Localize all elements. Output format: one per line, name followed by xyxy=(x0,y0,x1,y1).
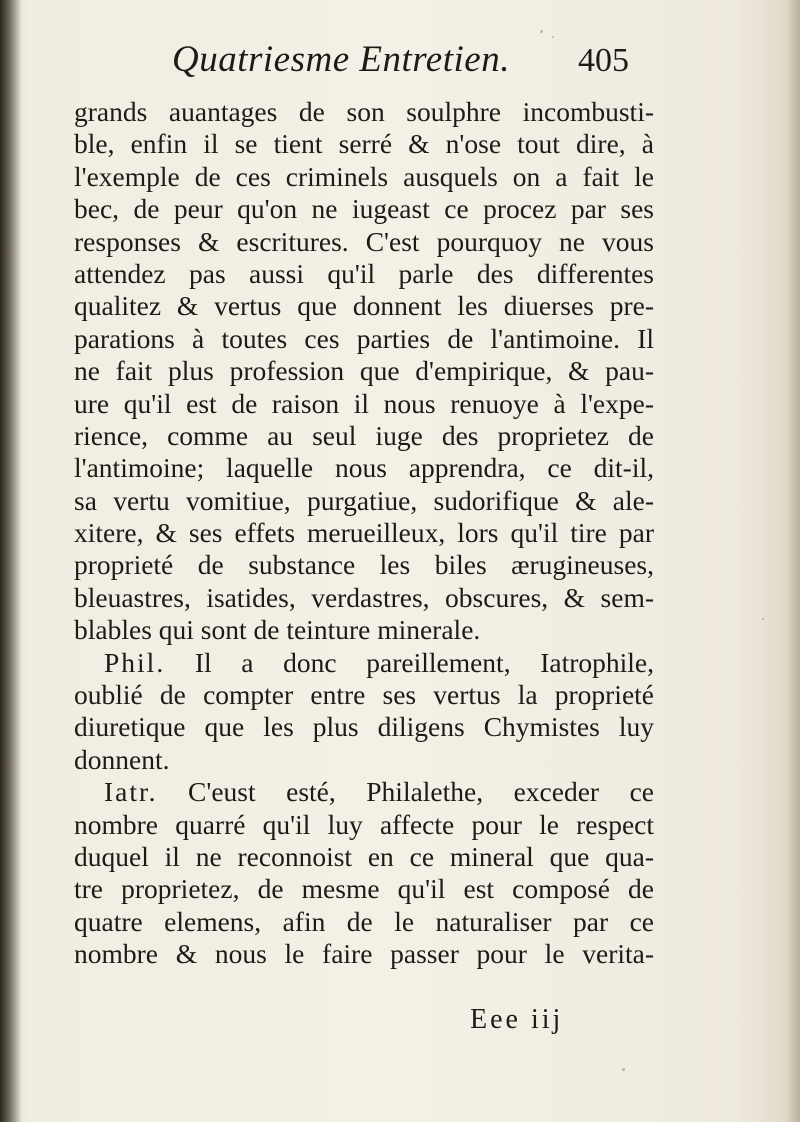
text-line: rience, comme au seul iuge des proprietez de xyxy=(74,419,654,451)
text-line: proprieté de substance les biles ærugineuses, xyxy=(74,549,654,581)
text-line: Il a donc pareillement, Iatrophile, xyxy=(194,646,655,678)
text-line: xitere, & ses effets merueilleux, lors qu'il tire par xyxy=(74,517,654,549)
text-line: bec, de peur qu'on ne iugeast ce procez par ses xyxy=(74,193,654,225)
paragraph-iatr xyxy=(74,776,654,808)
text-line: l'antimoine; laquelle nous apprendra, ce dit-il, xyxy=(74,452,654,484)
text-line: donnent. xyxy=(74,743,170,775)
page-number: 405 xyxy=(578,42,629,79)
text-line: ble, enfin il se tient serré & n'ose tout dire, à xyxy=(74,128,654,160)
paper-speck xyxy=(552,36,554,38)
paper-speck xyxy=(540,30,543,33)
running-head xyxy=(0,38,800,98)
text-line: l'exemple de ces criminels ausquels on a fait le xyxy=(74,160,654,192)
text-line: ne fait plus profession que d'empirique, & pau- xyxy=(74,355,654,387)
page-edge xyxy=(786,0,800,1122)
text-line: quatre elemens, afin de le naturaliser par ce xyxy=(74,905,654,937)
text-line: diuretique que les plus diligens Chymistes luy xyxy=(74,711,654,743)
text-line: nombre quarré qu'il luy affecte pour le respect xyxy=(74,808,654,840)
text-line: tre proprietez, de mesme qu'il est composé de xyxy=(74,873,654,905)
text-line: blables qui sont de teinture minerale. xyxy=(74,614,481,646)
body-text xyxy=(74,96,654,971)
running-title: Quatriesme Entretien. xyxy=(172,39,510,80)
text-line: bleuastres, isatides, verdastres, obscures, & sem- xyxy=(74,581,654,613)
text-line: oublié de compter entre ses vertus la proprieté xyxy=(74,679,654,711)
text-line: nombre & nous le faire passer pour le verita- xyxy=(74,938,654,970)
gutter-shadow xyxy=(0,0,22,1122)
paragraph-phil xyxy=(74,647,654,679)
text-line: sa vertu vomitiue, purgatiue, sudorifique & ale- xyxy=(74,484,654,516)
text-line: grands auantages de son soulphre incombusti- xyxy=(74,96,654,127)
text-line: attendez pas aussi qu'il parle des differentes xyxy=(74,257,654,289)
text-line: C'eust esté, Philalethe, exceder ce xyxy=(188,776,654,808)
text-line: qualitez & vertus que donnent les diuerses pre- xyxy=(74,290,654,322)
text-line: duquel il ne reconnoist en ce mineral que qua- xyxy=(74,840,654,872)
speaker-label: Phil. xyxy=(104,646,166,678)
text-line: ure qu'il est de raison il nous renuoye à l'expe- xyxy=(74,387,654,419)
speaker-label: Iatr. xyxy=(104,776,158,808)
paper-speck xyxy=(762,618,764,620)
paper-speck xyxy=(622,1068,625,1071)
text-line: responses & escritures. C'est pourquoy ne vous xyxy=(74,225,654,257)
text-line: parations à toutes ces parties de l'antimoine. Il xyxy=(74,322,654,354)
signature-mark: Eee iij xyxy=(470,1004,564,1035)
